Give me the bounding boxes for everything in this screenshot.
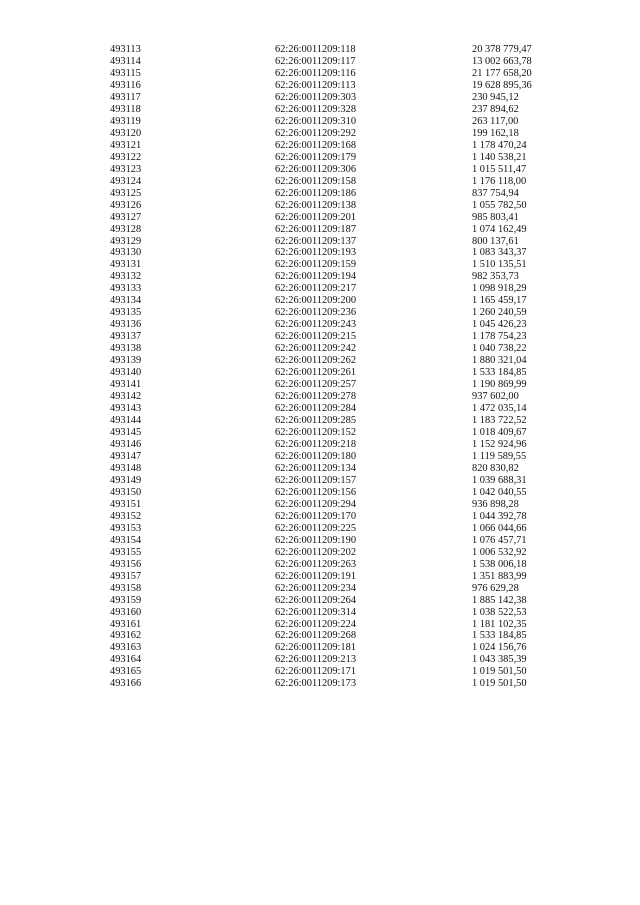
cadastral-number-cell: 62:26:0011209:218 bbox=[275, 438, 357, 450]
cadastral-number-cell: 62:26:0011209:152 bbox=[275, 427, 357, 438]
cadastral-number-cell: 62:26:0011209:264 bbox=[275, 594, 357, 606]
row-number-cell: 493132 bbox=[110, 271, 142, 283]
table-row bbox=[0, 176, 640, 188]
row-number-cell: 493155 bbox=[110, 546, 142, 558]
cadastral-value-cell: 1 165 459,17 bbox=[472, 295, 527, 307]
cadastral-value-cell: 1 043 385,39 bbox=[472, 654, 527, 666]
row-number-cell: 493162 bbox=[110, 630, 142, 642]
cadastral-value-cell: 1 098 918,29 bbox=[472, 283, 527, 295]
row-number-cell: 493135 bbox=[110, 307, 142, 319]
cadastral-value-cell: 837 754,94 bbox=[472, 187, 519, 199]
table-row bbox=[0, 379, 640, 391]
cadastral-number-cell: 62:26:0011209:278 bbox=[275, 391, 357, 403]
cadastral-value-cell: 937 602,00 bbox=[472, 391, 519, 403]
cadastral-number-cell: 62:26:0011209:306 bbox=[275, 163, 357, 175]
cadastral-number-cell: 62:26:0011209:225 bbox=[275, 522, 357, 534]
cadastral-number-cell: 62:26:0011209:236 bbox=[275, 307, 357, 319]
cadastral-number-cell: 62:26:0011209:187 bbox=[275, 223, 357, 235]
cadastral-number-cell: 62:26:0011209:179 bbox=[275, 151, 357, 163]
cadastral-value-cell: 230 945,12 bbox=[472, 91, 519, 103]
table-row bbox=[0, 654, 640, 666]
row-number-cell: 493140 bbox=[110, 367, 142, 379]
table-row bbox=[0, 630, 640, 642]
cadastral-value-cell: 1 181 102,35 bbox=[472, 618, 527, 630]
row-number-cell: 493146 bbox=[110, 438, 142, 450]
row-number-cell: 493131 bbox=[110, 259, 142, 271]
row-number-cell: 493126 bbox=[110, 199, 142, 211]
table-row bbox=[0, 164, 640, 176]
cadastral-value-cell: 1 472 035,14 bbox=[472, 403, 527, 415]
row-number-cell: 493128 bbox=[110, 223, 142, 235]
cadastral-value-cell: 1 042 040,55 bbox=[472, 486, 527, 498]
row-number-cell: 493130 bbox=[110, 247, 142, 259]
cadastral-number-cell: 62:26:0011209:268 bbox=[275, 630, 357, 642]
table-row bbox=[0, 391, 640, 403]
table-row bbox=[0, 56, 640, 68]
row-number-cell: 493123 bbox=[110, 163, 142, 175]
table-row bbox=[0, 319, 640, 331]
row-number-cell: 493124 bbox=[110, 175, 142, 187]
table-row bbox=[0, 271, 640, 283]
cadastral-number-cell: 62:26:0011209:292 bbox=[275, 127, 357, 139]
cadastral-number-cell: 62:26:0011209:303 bbox=[275, 91, 357, 103]
row-number-cell: 493151 bbox=[110, 498, 142, 510]
cadastral-number-cell: 62:26:0011209:186 bbox=[275, 187, 357, 199]
cadastral-value-cell: 1 015 511,47 bbox=[472, 163, 527, 175]
data-table bbox=[0, 44, 640, 690]
row-number-cell: 493125 bbox=[110, 187, 142, 199]
cadastral-number-cell: 62:26:0011209:310 bbox=[275, 115, 357, 127]
row-number-cell: 493120 bbox=[110, 127, 142, 139]
row-number-cell: 493156 bbox=[110, 558, 142, 570]
cadastral-number-cell: 62:26:0011209:201 bbox=[275, 211, 357, 223]
cadastral-value-cell: 1 066 044,66 bbox=[472, 522, 527, 534]
cadastral-number-cell: 62:26:0011209:171 bbox=[275, 666, 357, 678]
cadastral-number-cell: 62:26:0011209:257 bbox=[275, 379, 357, 391]
cadastral-value-cell: 1 190 869,99 bbox=[472, 379, 527, 391]
row-number-cell: 493166 bbox=[110, 678, 142, 690]
cadastral-value-cell: 1 260 240,59 bbox=[472, 307, 527, 319]
cadastral-number-cell: 62:26:0011209:156 bbox=[275, 486, 357, 498]
row-number-cell: 493138 bbox=[110, 343, 142, 355]
cadastral-number-cell: 62:26:0011209:200 bbox=[275, 295, 357, 307]
row-number-cell: 493137 bbox=[110, 331, 142, 343]
cadastral-value-cell: 20 378 779,47 bbox=[472, 44, 532, 55]
cadastral-value-cell: 1 076 457,71 bbox=[472, 534, 527, 546]
cadastral-value-cell: 1 140 538,21 bbox=[472, 151, 527, 163]
cadastral-value-cell: 1 039 688,31 bbox=[472, 474, 527, 486]
cadastral-number-cell: 62:26:0011209:202 bbox=[275, 546, 357, 558]
cadastral-value-cell: 13 002 663,78 bbox=[472, 55, 532, 67]
row-number-cell: 493144 bbox=[110, 415, 142, 427]
cadastral-number-cell: 62:26:0011209:234 bbox=[275, 582, 357, 594]
cadastral-number-cell: 62:26:0011209:118 bbox=[275, 44, 356, 55]
row-number-cell: 493118 bbox=[110, 103, 141, 115]
row-number-cell: 493145 bbox=[110, 427, 142, 438]
table-row bbox=[0, 295, 640, 307]
table-row bbox=[0, 475, 640, 487]
table-row bbox=[0, 92, 640, 104]
cadastral-number-cell: 62:26:0011209:157 bbox=[275, 474, 357, 486]
cadastral-value-cell: 1 119 589,55 bbox=[472, 450, 527, 462]
table-row bbox=[0, 427, 640, 439]
cadastral-number-cell: 62:26:0011209:284 bbox=[275, 403, 357, 415]
table-row bbox=[0, 463, 640, 475]
row-number-cell: 493148 bbox=[110, 462, 142, 474]
cadastral-value-cell: 1 178 754,23 bbox=[472, 331, 527, 343]
table-row bbox=[0, 236, 640, 248]
table-row bbox=[0, 523, 640, 535]
table-row bbox=[0, 116, 640, 128]
cadastral-value-cell: 237 894,62 bbox=[472, 103, 519, 115]
cadastral-value-cell: 1 152 924,96 bbox=[472, 438, 527, 450]
table-row bbox=[0, 188, 640, 200]
cadastral-value-cell: 976 629,28 bbox=[472, 582, 519, 594]
cadastral-value-cell: 1 038 522,53 bbox=[472, 606, 527, 618]
row-number-cell: 493119 bbox=[110, 115, 141, 127]
row-number-cell: 493121 bbox=[110, 139, 142, 151]
cadastral-value-cell: 19 628 895,36 bbox=[472, 79, 532, 91]
table-row bbox=[0, 678, 640, 690]
cadastral-number-cell: 62:26:0011209:159 bbox=[275, 259, 357, 271]
cadastral-value-cell: 1 045 426,23 bbox=[472, 319, 527, 331]
row-number-cell: 493133 bbox=[110, 283, 142, 295]
row-number-cell: 493113 bbox=[110, 44, 141, 55]
cadastral-number-cell: 62:26:0011209:117 bbox=[275, 55, 356, 67]
cadastral-value-cell: 1 055 782,50 bbox=[472, 199, 527, 211]
row-number-cell: 493143 bbox=[110, 403, 142, 415]
table-row bbox=[0, 224, 640, 236]
cadastral-number-cell: 62:26:0011209:314 bbox=[275, 606, 357, 618]
table-row bbox=[0, 152, 640, 164]
table-row bbox=[0, 511, 640, 523]
cadastral-number-cell: 62:26:0011209:137 bbox=[275, 235, 357, 247]
row-number-cell: 493141 bbox=[110, 379, 142, 391]
table-row bbox=[0, 619, 640, 631]
row-number-cell: 493122 bbox=[110, 151, 142, 163]
cadastral-value-cell: 936 898,28 bbox=[472, 498, 519, 510]
table-row bbox=[0, 559, 640, 571]
cadastral-value-cell: 263 117,00 bbox=[472, 115, 519, 127]
cadastral-number-cell: 62:26:0011209:158 bbox=[275, 175, 357, 187]
row-number-cell: 493165 bbox=[110, 666, 142, 678]
table-row bbox=[0, 487, 640, 499]
table-row bbox=[0, 403, 640, 415]
table-row bbox=[0, 140, 640, 152]
table-row bbox=[0, 247, 640, 259]
cadastral-value-cell: 820 830,82 bbox=[472, 462, 519, 474]
row-number-cell: 493116 bbox=[110, 79, 141, 91]
table-row bbox=[0, 212, 640, 224]
table-row bbox=[0, 80, 640, 92]
table-row bbox=[0, 104, 640, 116]
cadastral-value-cell: 1 533 184,85 bbox=[472, 630, 527, 642]
cadastral-number-cell: 62:26:0011209:328 bbox=[275, 103, 357, 115]
row-number-cell: 493136 bbox=[110, 319, 142, 331]
cadastral-value-cell: 1 880 321,04 bbox=[472, 355, 527, 367]
cadastral-value-cell: 1 006 532,92 bbox=[472, 546, 527, 558]
cadastral-number-cell: 62:26:0011209:170 bbox=[275, 510, 357, 522]
cadastral-value-cell: 1 024 156,76 bbox=[472, 642, 527, 654]
table-row bbox=[0, 439, 640, 451]
row-number-cell: 493139 bbox=[110, 355, 142, 367]
cadastral-value-cell: 1 074 162,49 bbox=[472, 223, 527, 235]
cadastral-number-cell: 62:26:0011209:224 bbox=[275, 618, 357, 630]
row-number-cell: 493159 bbox=[110, 594, 142, 606]
row-number-cell: 493153 bbox=[110, 522, 142, 534]
cadastral-number-cell: 62:26:0011209:191 bbox=[275, 570, 357, 582]
table-row bbox=[0, 642, 640, 654]
row-number-cell: 493129 bbox=[110, 235, 142, 247]
row-number-cell: 493117 bbox=[110, 91, 141, 103]
row-number-cell: 493149 bbox=[110, 474, 142, 486]
row-number-cell: 493127 bbox=[110, 211, 142, 223]
cadastral-number-cell: 62:26:0011209:190 bbox=[275, 534, 357, 546]
cadastral-number-cell: 62:26:0011209:168 bbox=[275, 139, 357, 151]
cadastral-number-cell: 62:26:0011209:261 bbox=[275, 367, 357, 379]
row-number-cell: 493134 bbox=[110, 295, 142, 307]
table-row bbox=[0, 535, 640, 547]
cadastral-value-cell: 1 018 409,67 bbox=[472, 427, 527, 438]
cadastral-number-cell: 62:26:0011209:113 bbox=[275, 79, 356, 91]
cadastral-value-cell: 1 044 392,78 bbox=[472, 510, 527, 522]
table-row bbox=[0, 44, 640, 56]
cadastral-number-cell: 62:26:0011209:193 bbox=[275, 247, 357, 259]
cadastral-value-cell: 1 019 501,50 bbox=[472, 678, 527, 690]
cadastral-number-cell: 62:26:0011209:263 bbox=[275, 558, 357, 570]
cadastral-number-cell: 62:26:0011209:285 bbox=[275, 415, 357, 427]
cadastral-number-cell: 62:26:0011209:116 bbox=[275, 67, 356, 79]
table-row bbox=[0, 583, 640, 595]
cadastral-number-cell: 62:26:0011209:215 bbox=[275, 331, 357, 343]
cadastral-value-cell: 21 177 658,20 bbox=[472, 67, 532, 79]
cadastral-number-cell: 62:26:0011209:173 bbox=[275, 678, 357, 690]
table-row bbox=[0, 547, 640, 559]
table-row bbox=[0, 367, 640, 379]
cadastral-value-cell: 1 533 184,85 bbox=[472, 367, 527, 379]
cadastral-value-cell: 1 176 118,00 bbox=[472, 175, 527, 187]
row-number-cell: 493115 bbox=[110, 67, 141, 79]
row-number-cell: 493154 bbox=[110, 534, 142, 546]
row-number-cell: 493161 bbox=[110, 618, 142, 630]
row-number-cell: 493163 bbox=[110, 642, 142, 654]
table-row bbox=[0, 355, 640, 367]
table-row bbox=[0, 499, 640, 511]
table-row bbox=[0, 331, 640, 343]
cadastral-value-cell: 1 183 722,52 bbox=[472, 415, 527, 427]
cadastral-value-cell: 1 885 142,38 bbox=[472, 594, 527, 606]
table-row bbox=[0, 415, 640, 427]
cadastral-number-cell: 62:26:0011209:217 bbox=[275, 283, 357, 295]
row-number-cell: 493147 bbox=[110, 450, 142, 462]
table-row bbox=[0, 343, 640, 355]
cadastral-value-cell: 1 178 470,24 bbox=[472, 139, 527, 151]
cadastral-value-cell: 1 510 135,51 bbox=[472, 259, 527, 271]
cadastral-value-cell: 199 162,18 bbox=[472, 127, 519, 139]
row-number-cell: 493152 bbox=[110, 510, 142, 522]
cadastral-value-cell: 1 538 006,18 bbox=[472, 558, 527, 570]
table-row bbox=[0, 595, 640, 607]
cadastral-number-cell: 62:26:0011209:243 bbox=[275, 319, 357, 331]
table-row bbox=[0, 451, 640, 463]
cadastral-value-cell: 1 083 343,37 bbox=[472, 247, 527, 259]
cadastral-number-cell: 62:26:0011209:262 bbox=[275, 355, 357, 367]
cadastral-number-cell: 62:26:0011209:242 bbox=[275, 343, 357, 355]
cadastral-number-cell: 62:26:0011209:134 bbox=[275, 462, 357, 474]
row-number-cell: 493142 bbox=[110, 391, 142, 403]
table-row bbox=[0, 666, 640, 678]
table-row bbox=[0, 307, 640, 319]
table-row bbox=[0, 259, 640, 271]
cadastral-value-cell: 1 351 883,99 bbox=[472, 570, 527, 582]
table-row bbox=[0, 128, 640, 140]
row-number-cell: 493114 bbox=[110, 55, 141, 67]
cadastral-number-cell: 62:26:0011209:181 bbox=[275, 642, 357, 654]
cadastral-value-cell: 1 019 501,50 bbox=[472, 666, 527, 678]
table-row bbox=[0, 571, 640, 583]
row-number-cell: 493150 bbox=[110, 486, 142, 498]
row-number-cell: 493158 bbox=[110, 582, 142, 594]
row-number-cell: 493157 bbox=[110, 570, 142, 582]
cadastral-number-cell: 62:26:0011209:138 bbox=[275, 199, 357, 211]
table-row bbox=[0, 283, 640, 295]
cadastral-number-cell: 62:26:0011209:180 bbox=[275, 450, 357, 462]
cadastral-value-cell: 800 137,61 bbox=[472, 235, 519, 247]
cadastral-value-cell: 1 040 738,22 bbox=[472, 343, 527, 355]
table-row bbox=[0, 68, 640, 80]
cadastral-value-cell: 985 803,41 bbox=[472, 211, 519, 223]
cadastral-value-cell: 982 353,73 bbox=[472, 271, 519, 283]
row-number-cell: 493164 bbox=[110, 654, 142, 666]
table-row bbox=[0, 200, 640, 212]
table-row bbox=[0, 607, 640, 619]
cadastral-number-cell: 62:26:0011209:194 bbox=[275, 271, 357, 283]
row-number-cell: 493160 bbox=[110, 606, 142, 618]
cadastral-number-cell: 62:26:0011209:213 bbox=[275, 654, 357, 666]
cadastral-number-cell: 62:26:0011209:294 bbox=[275, 498, 357, 510]
